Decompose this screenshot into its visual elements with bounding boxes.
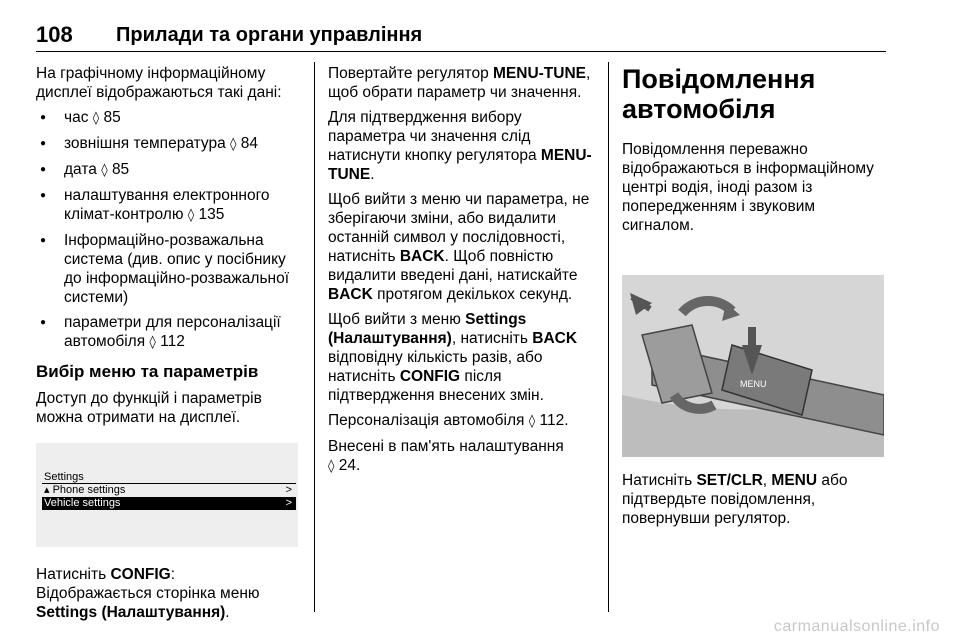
column-divider-1	[314, 62, 315, 612]
paragraph-back: Щоб вийти з меню чи параметра, не зберігаючи зміни, або видалити останній символ у послідовності, натисніть BACK. Щоб повністю видалити введені дані, натискайте BACK протягом декількох секунд.	[328, 191, 590, 303]
page-ref-icon: ◊	[328, 459, 335, 474]
list-item: ● дата ◊ 85	[36, 160, 302, 180]
page-header	[36, 22, 886, 52]
chevron-right-icon: >	[285, 497, 292, 509]
page-ref-icon: ◊	[101, 163, 108, 178]
page-title: Прилади та органи управління	[116, 24, 423, 46]
page-ref[interactable]: 135	[198, 206, 225, 223]
list-item: ● налаштування електронного клімат-контролю ◊ 135	[36, 186, 302, 225]
page-ref[interactable]: 112	[160, 333, 185, 350]
screen-item-vehicle: Vehicle settings >	[42, 497, 296, 510]
paragraph-personalization: Персоналізація автомобіля ◊ 112.	[328, 412, 569, 429]
section-title: Повідомлення автомобіля	[622, 64, 816, 124]
menu-label: MENU	[740, 379, 767, 389]
page-ref-icon: ◊	[230, 137, 237, 152]
column-divider-2	[608, 62, 609, 612]
column-2	[328, 64, 600, 482]
paragraph-exit: Щоб вийти з меню Settings (Налаштування), натисніть BACK відповідну кількість разів, або натисніть CONFIG після підтвердження внесених змін.	[328, 311, 578, 404]
page-ref[interactable]: 85	[111, 161, 130, 178]
turn-signal-stalk-illustration	[622, 275, 884, 457]
watermark: carmanualsonline.info	[773, 618, 940, 635]
display-data-list	[36, 108, 302, 352]
subheading: Вибір меню та параметрів	[36, 362, 259, 381]
page-ref-icon: ◊	[528, 414, 536, 429]
list-item: ● параметри для персоналізації автомобіля ◊ 112	[36, 313, 302, 352]
page-ref-icon: ◊	[92, 111, 100, 126]
paragraph-tune: Повертайте регулятор MENU-TUNE, щоб обрати параметр чи значення.	[328, 65, 591, 101]
list-item: ● зовнішня температура ◊ 84	[36, 134, 302, 154]
screen-title: Settings	[42, 471, 296, 484]
intro-text: На графічному інформаційному дисплеї відображаються такі дані:	[36, 65, 282, 101]
list-item: ● час ◊ 85	[36, 108, 302, 128]
after-photo-text: Натисніть SET/CLR, MENU або підтвердьте повідомлення, повернувши регулятор.	[622, 472, 848, 527]
chevron-right-icon: >	[285, 484, 292, 496]
page-ref[interactable]: 24.	[338, 457, 361, 474]
access-text: Доступ до функцій і параметрів можна отримати на дисплеї.	[36, 390, 262, 426]
page-ref-icon: ◊	[187, 208, 195, 223]
paragraph-confirm: Для підтвердження вибору параметра чи значення слід натиснути кнопку регулятора MENU-TUNE.	[328, 109, 592, 183]
page-number: 108	[36, 22, 73, 47]
paragraph-memory: Внесені в пам'ять налаштування ◊ 24.	[328, 438, 564, 474]
press-config-text: Натисніть CONFIG: Відображається сторінка меню Settings (Налаштування).	[36, 566, 260, 621]
page-ref[interactable]: 112.	[539, 412, 569, 429]
page-ref[interactable]: 84	[240, 135, 259, 152]
page-ref[interactable]: 85	[103, 109, 121, 126]
screen-item-phone: ▴ Phone settings >	[44, 484, 292, 496]
messages-intro: Повідомлення переважно відображаються в інформаційному центрі водія, іноді разом із попередженням і звуковим сигналом.	[622, 141, 874, 234]
settings-screen	[42, 471, 296, 515]
page-ref-icon: ◊	[149, 335, 156, 350]
display-illustration	[36, 443, 298, 547]
stalk-photo	[622, 275, 884, 457]
column-1	[36, 64, 302, 628]
list-item: ● Інформаційно-розважальна система (див. опис у посібнику до інформаційно-розважальної системи)	[36, 231, 302, 307]
column-3	[622, 64, 888, 534]
